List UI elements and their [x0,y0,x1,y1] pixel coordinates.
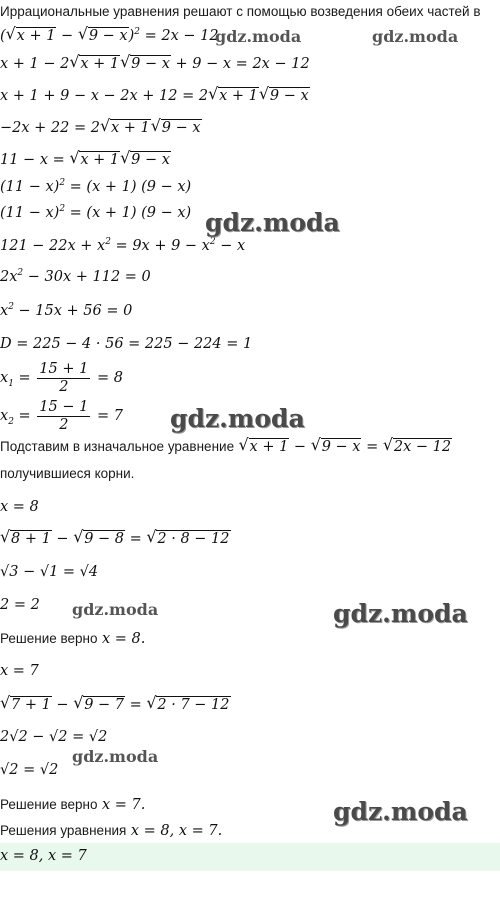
equation-squared: (√ x + 1 − √ 9 − x)$^2$ = 2x − 12 [0,27,219,45]
check7-verdict [0,796,145,814]
step-discriminant: D = 225 − 4 · 56 = 225 − 224 = 1 [0,336,253,352]
step-regroup: x + 1 + 9 − x − 2x + 12 = 2√ x + 1√ 9 − x [0,87,310,105]
roots-statement-text: Решения уравнения [0,823,127,838]
check8-header: x = 8 [0,499,39,515]
x2-value: = 7 [96,408,123,425]
x1-numerator: 15 + 1 [39,361,89,377]
check7-radicand-a: 7 + 1 [11,697,51,713]
check8-radicand-b: 9 − 8 [84,531,125,547]
final-answer: x = 8, x = 7 [0,848,87,864]
step-divide: 11 − x = √ x + 1√ 9 − x [0,151,171,169]
check7-header: x = 7 [0,663,39,679]
root-x2: $x_2$ = $\frac{15 - 1}{2}$ = 7 [0,399,123,433]
substitute-text: Подставим в изначальное уравнение [0,439,235,454]
check7-line3: √2 = √2 [0,762,59,778]
check8-line3: 2 = 2 [0,597,40,613]
check8-radicand-c: 2 · 8 − 12 [157,531,230,547]
substitute-line: Подставим в изначальное уравнение √ x + 1 − √ 9 − x = √ 2x − 12 [0,438,452,456]
check7-radicand-b: 9 − 7 [84,697,125,713]
watermark: gdz.moda [215,27,302,46]
x1-denominator: 2 [59,378,69,395]
step-square-1: $(11 - x)^2 = (x + 1)$ (9 − x) [0,178,192,195]
check7-verdict-text: Решение верно [0,797,98,812]
check7-line1: √ 7 + 1 − √ 9 − 7 = √ 2 · 7 − 12 [0,696,231,714]
check8-radicand-a: 8 + 1 [11,531,51,547]
watermark: gdz.moda [333,599,468,628]
check8-verdict [0,630,145,648]
substitute-text-tail: получившиеся корни. [0,466,135,481]
step-expand-2: $121 - 22x + x^2 = 9x + 9 - x^2 - x$ [0,237,246,254]
check7-verdict-value: x = 7. [101,797,146,813]
x1-value: = 8 [96,370,123,387]
step-expand: x + 1 − 2√ x + 1√ 9 − x + 9 − x = 2x − 12 [0,55,310,73]
equation-squared-rhs: = 2x − 12 [144,28,219,44]
check8-line1: √ 8 + 1 − √ 9 − 8 = √ 2 · 8 − 12 [0,530,231,548]
watermark: gdz.moda [205,208,340,237]
check7-line2: 2√2 − √2 = √2 [0,729,108,745]
step-square-2: $(11 - x)^2 = (x + 1)$ (9 − x) [0,204,192,221]
step-quadratic: $2x^2 - 30x + 112 = 0$ [0,268,151,285]
watermark: gdz.moda [170,404,305,433]
watermark: gdz.moda [333,797,468,826]
check8-verdict-text: Решение верно [0,631,98,646]
check7-radicand-c: 2 · 7 − 12 [157,697,230,713]
x2-denominator: 2 [59,416,69,433]
intro-text: Иррациональные уравнения решают с помощью возведения обеих частей в [0,4,481,19]
watermark: gdz.moda [72,600,159,619]
step-simplify: −2x + 22 = 2√ x + 1√ 9 − x [0,119,202,137]
roots-statement [0,822,222,840]
step-quadratic-reduced: $x^2 - 15x + 56 = 0$ [0,302,133,319]
x2-numerator: 15 − 1 [39,399,89,415]
watermark: gdz.moda [72,747,159,766]
roots-statement-values: x = 8, x = 7. [130,823,223,839]
root-x1: $x_1$ = $\frac{15 + 1}{2}$ = 8 [0,361,123,395]
check8-verdict-value: x = 8. [101,631,146,647]
check8-line2: √3 − √1 = √4 [0,564,99,580]
watermark: gdz.moda [372,27,459,46]
